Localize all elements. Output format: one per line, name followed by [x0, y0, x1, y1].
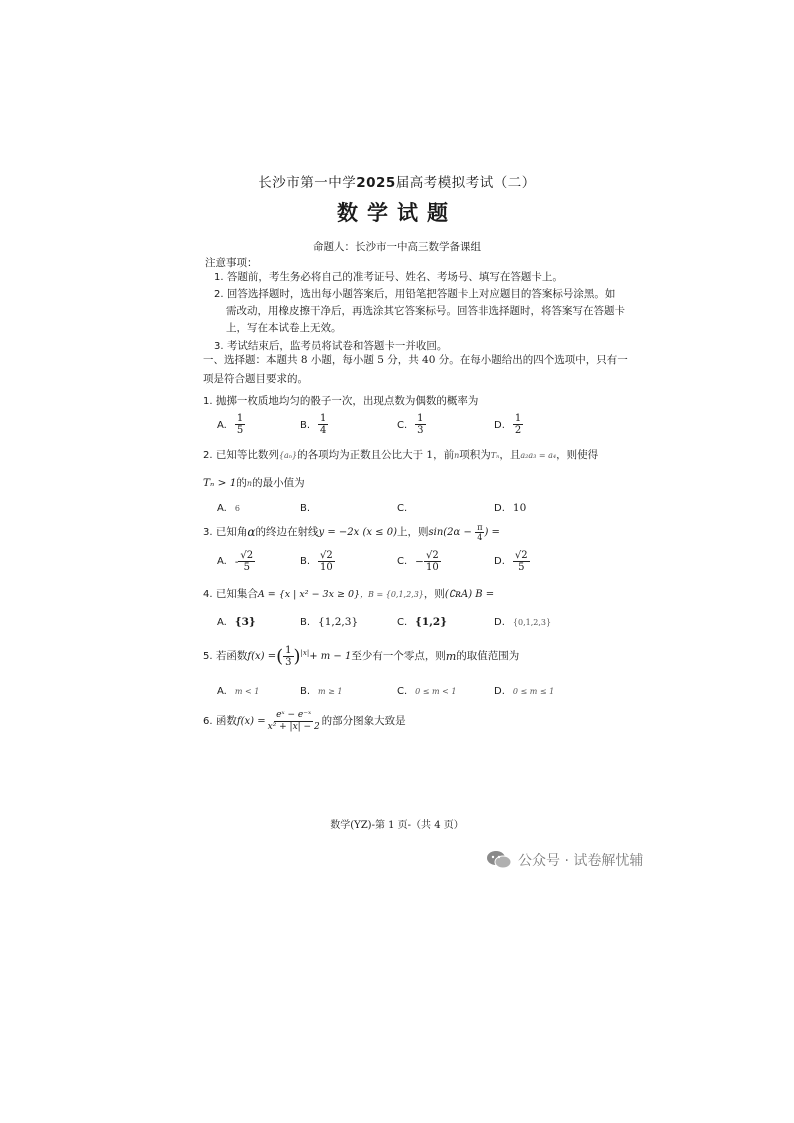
fraction: $\frac{1}{2}$	[514, 413, 522, 436]
watermark-text: 公众号 · 试卷解忧辅	[518, 853, 644, 869]
q4-option-a[interactable]: A. {3}	[217, 616, 256, 628]
fraction: $\frac{\text{eˣ − e⁻ˣ}}{\text{x² + |x| − 2}}$	[267, 710, 320, 732]
q5-option-a[interactable]: A. m < 1	[217, 686, 260, 697]
fraction: $\frac{√2}{5}$	[240, 550, 254, 573]
q3-option-c[interactable]: C. − $\frac{√2}{10}$	[397, 550, 439, 573]
notice-item-1: 1. 答题前，考生务必将自己的准考证号、姓名、考场号、填写在答题卡上。	[214, 271, 563, 283]
question-6: 6. 函数 f(x) = $\frac{\text{eˣ − e⁻ˣ}}{\text{x² + |x| − 2}}$ 的部分图象大致是	[203, 710, 406, 732]
fraction: $\frac{√2}{5}$	[514, 550, 528, 573]
q1-option-c[interactable]: C. $\frac{1}{3}$	[397, 413, 424, 436]
q1-option-b[interactable]: B. $\frac{1}{4}$	[300, 413, 327, 436]
fraction: $\frac{√2}{10}$	[425, 550, 439, 573]
title-year: 2025	[356, 175, 396, 191]
q2-option-d[interactable]: D. 10	[494, 502, 527, 514]
question-4: 4. 已知集合A = {x | x² − 3x ≥ 0}，B = {0,1,2,3}，则(∁ʀA) B =	[203, 588, 495, 600]
subject-title: 数学试题	[337, 200, 457, 225]
page-footer: 数学(YZ)-第 1 页-（共 4 页）	[330, 820, 464, 831]
fraction: $\frac{√2}{10}$	[320, 550, 333, 573]
section1-line2: 项是符合题目要求的。	[203, 373, 308, 385]
notice-item-3: 3. 考试结束后，监考员将试卷和答题卡一并收回。	[214, 340, 448, 352]
q5-option-c[interactable]: C. 0 ≤ m < 1	[397, 686, 457, 697]
q4-option-b[interactable]: B. {1,2,3}	[300, 616, 359, 628]
fraction: $\frac{1}{5}$	[236, 413, 244, 436]
author-line: 命题人：长沙市一中高三数学备课组	[313, 241, 481, 253]
title-pre: 长沙市第一中学	[258, 175, 357, 191]
q5-option-b[interactable]: B. m ≥ 1	[300, 686, 343, 697]
question-5: 5. 若函数 f(x) = ( $\frac{1}{3}$ ) $^{|x|}$ + m − 1 至少有一个零点，则 m 的取值范围为	[203, 645, 520, 668]
q4-option-d[interactable]: D. {0,1,2,3}	[494, 617, 552, 628]
q3-option-d[interactable]: D. $\frac{√2}{5}$	[494, 550, 528, 573]
question-2: 2. 已知等比数列{aₙ}的各项均为正数且公比大于 1，前n项积为Tₙ，且a₂a₃ = a₄，则使得	[203, 449, 599, 461]
q5-option-d[interactable]: D. 0 ≤ m ≤ 1	[494, 686, 555, 697]
question-3: 3. 已知角 α 的终边在射线 y = −2x (x ≤ 0) 上，则 sin(2α − $\frac{\pi}{4}$ ) =	[203, 523, 500, 542]
question-1: 1. 抛掷一枚质地均匀的骰子一次，出现点数为偶数的概率为	[203, 395, 479, 407]
exam-title	[0, 171, 794, 191]
q2-option-c[interactable]: C.	[397, 503, 408, 514]
question-2-line2: Tₙ > 1的n的最小值为	[203, 477, 305, 489]
section1-line1: 一、选择题：本题共 8 小题，每小题 5 分，共 40 分。在每小题给出的四个选项中，只有一	[203, 354, 628, 366]
q2-option-a[interactable]: A. 6	[217, 503, 240, 514]
fraction: $\frac{1}{3}$	[417, 413, 424, 436]
notice-item-2-line2: 需改动，用橡皮擦干净后，再选涂其它答案标号。回答非选择题时，将答案写在答题卡	[226, 305, 625, 317]
title-post: 届高考模拟考试（二）	[395, 175, 536, 191]
fraction: $\frac{1}{3}$	[285, 645, 292, 668]
q2-option-b[interactable]: B.	[300, 503, 311, 514]
watermark	[486, 850, 643, 870]
q1-option-a[interactable]: A. $\frac{1}{5}$	[217, 413, 244, 436]
q3-option-b[interactable]: B. $\frac{√2}{10}$	[300, 550, 333, 573]
fraction: $\frac{1}{4}$	[320, 413, 327, 436]
q4-option-c[interactable]: C. {1,2}	[397, 616, 447, 628]
q1-option-d[interactable]: D. $\frac{1}{2}$	[494, 413, 522, 436]
notice-item-2-line3: 上，写在本试卷上无效。	[226, 322, 342, 334]
fraction: $\frac{\pi}{4}$	[477, 523, 483, 542]
q3-option-a[interactable]: A. - $\frac{√2}{5}$	[217, 550, 254, 573]
wechat-icon	[486, 850, 512, 870]
notice-item-2: 2. 回答选择题时，选出每小题答案后，用铅笔把答题卡上对应题目的答案标号涂黑。如	[214, 288, 616, 300]
notice-title: 注意事项：	[205, 257, 258, 269]
